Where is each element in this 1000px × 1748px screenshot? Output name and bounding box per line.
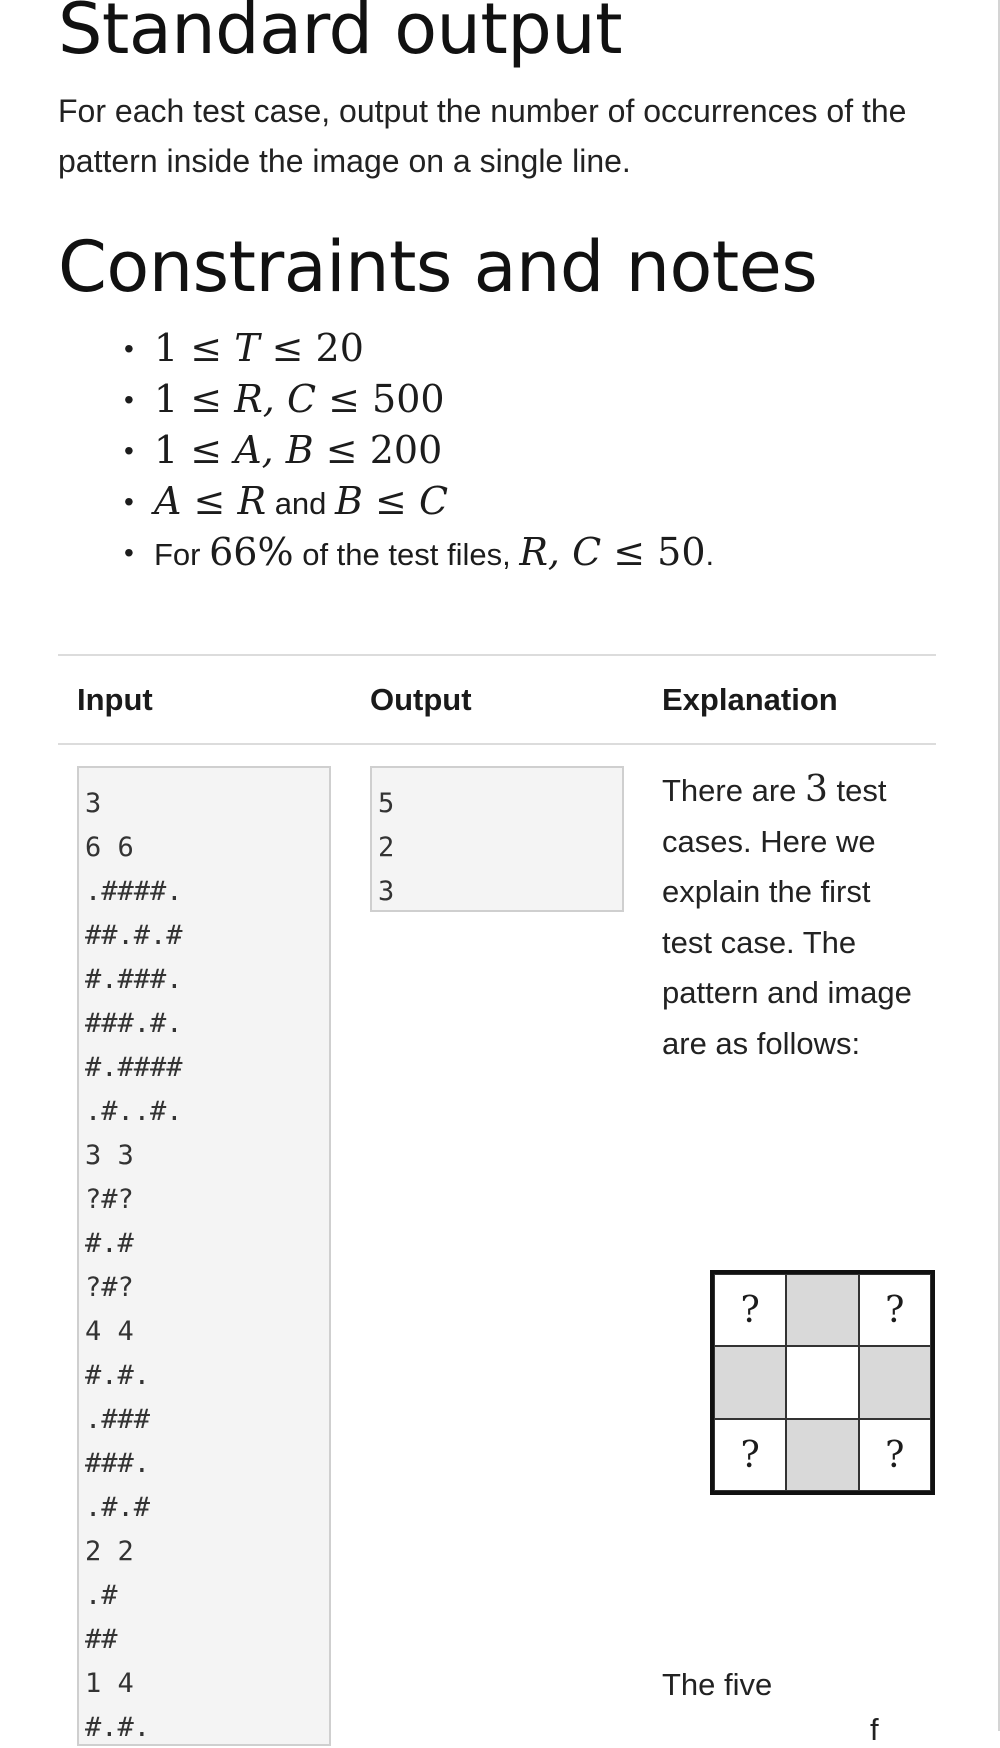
explanation-text: [662, 765, 924, 1069]
output-line: 2: [378, 832, 395, 863]
input-line: 2 2: [85, 1536, 134, 1567]
math-text: 66%: [209, 530, 294, 574]
input-line: ?#?: [85, 1184, 134, 1215]
grid-cell-wildcard: ?: [714, 1419, 786, 1491]
explanation-post: test cases. Here we explain the first test case. The pattern and image are as follows:: [662, 773, 912, 1061]
input-line: 4 4: [85, 1316, 134, 1347]
constraint-text: .: [705, 537, 715, 572]
grid-cell-wildcard: ?: [859, 1419, 931, 1491]
pattern-grid: [710, 1270, 935, 1495]
constraint-item: [120, 425, 714, 476]
constraint-text: of the test files,: [293, 537, 520, 572]
input-line: ##: [85, 1624, 118, 1655]
input-line: ###.: [85, 1448, 151, 1479]
grid-cell-filled: [786, 1274, 858, 1346]
input-line: #.####: [85, 1052, 183, 1083]
math-var: A: [154, 479, 182, 523]
math-var: T: [234, 326, 260, 370]
math-var: R, C: [519, 530, 602, 574]
input-column-header: Input: [77, 682, 153, 717]
input-line: ?#?: [85, 1272, 134, 1303]
output-line: 3: [378, 876, 395, 907]
explanation-number: 3: [805, 769, 828, 810]
standard-output-heading: Standard output: [58, 0, 623, 70]
math-text: ≤ 500: [316, 377, 445, 421]
math-var: R: [237, 479, 267, 523]
constraints-list: [120, 323, 714, 578]
sample-input-box[interactable]: [77, 766, 331, 1746]
constraint-text: and: [266, 486, 336, 521]
input-line: 1 4: [85, 1668, 134, 1699]
constraint-text: For: [154, 537, 210, 572]
input-line: 6 6: [85, 832, 134, 863]
math-text: ≤ 50: [601, 530, 706, 574]
grid-cell-filled: [786, 1419, 858, 1491]
input-line: .#: [85, 1580, 118, 1611]
input-line: 3 3: [85, 1140, 134, 1171]
constraint-item: [120, 476, 714, 527]
input-line: .#.#: [85, 1492, 151, 1523]
constraint-item: [120, 323, 714, 374]
math-text: 1 ≤: [154, 326, 235, 370]
standard-output-description: For each test case, output the number of occurrences of the pattern inside the image on a single line.: [58, 93, 907, 179]
math-text: 1 ≤: [154, 428, 235, 472]
math-var: R, C: [234, 377, 317, 421]
math-var: C: [418, 479, 449, 523]
input-line: #.###.: [85, 964, 183, 995]
input-line: .###: [85, 1404, 151, 1435]
math-text: ≤: [362, 479, 419, 523]
math-var: B: [335, 479, 363, 523]
table-header-rule: [58, 743, 936, 745]
input-line: .####.: [85, 876, 183, 907]
grid-cell-empty: [786, 1346, 858, 1418]
explanation-continued: The five: [662, 1667, 773, 1702]
grid-cell-filled: [859, 1346, 931, 1418]
input-line: #.#.: [85, 1360, 151, 1391]
input-line: #.#.: [85, 1712, 151, 1743]
sample-output-box[interactable]: [370, 766, 624, 912]
constraints-heading: Constraints and notes: [58, 226, 818, 308]
input-line: ###.#.: [85, 1008, 183, 1039]
input-line: .#..#.: [85, 1096, 183, 1127]
constraint-item: [120, 374, 714, 425]
output-line: 5: [378, 788, 395, 819]
grid-cell-filled: [714, 1346, 786, 1418]
constraint-item: [120, 527, 714, 578]
math-text: 1 ≤: [154, 377, 235, 421]
math-text: ≤ 20: [259, 326, 364, 370]
input-line: ##.#.#: [85, 920, 183, 951]
explanation-cut-off-text: f: [870, 1712, 879, 1747]
grid-cell-wildcard: ?: [859, 1274, 931, 1346]
output-column-header: Output: [370, 682, 472, 717]
input-line: #.#: [85, 1228, 134, 1259]
math-text: ≤: [181, 479, 238, 523]
math-text: ≤ 200: [313, 428, 443, 472]
grid-cell-wildcard: ?: [714, 1274, 786, 1346]
explanation-column-header: Explanation: [662, 682, 838, 717]
math-var: A, B: [234, 428, 314, 472]
explanation-pre: There are: [662, 773, 806, 808]
table-top-rule: [58, 654, 936, 656]
input-line: 3: [85, 788, 102, 819]
